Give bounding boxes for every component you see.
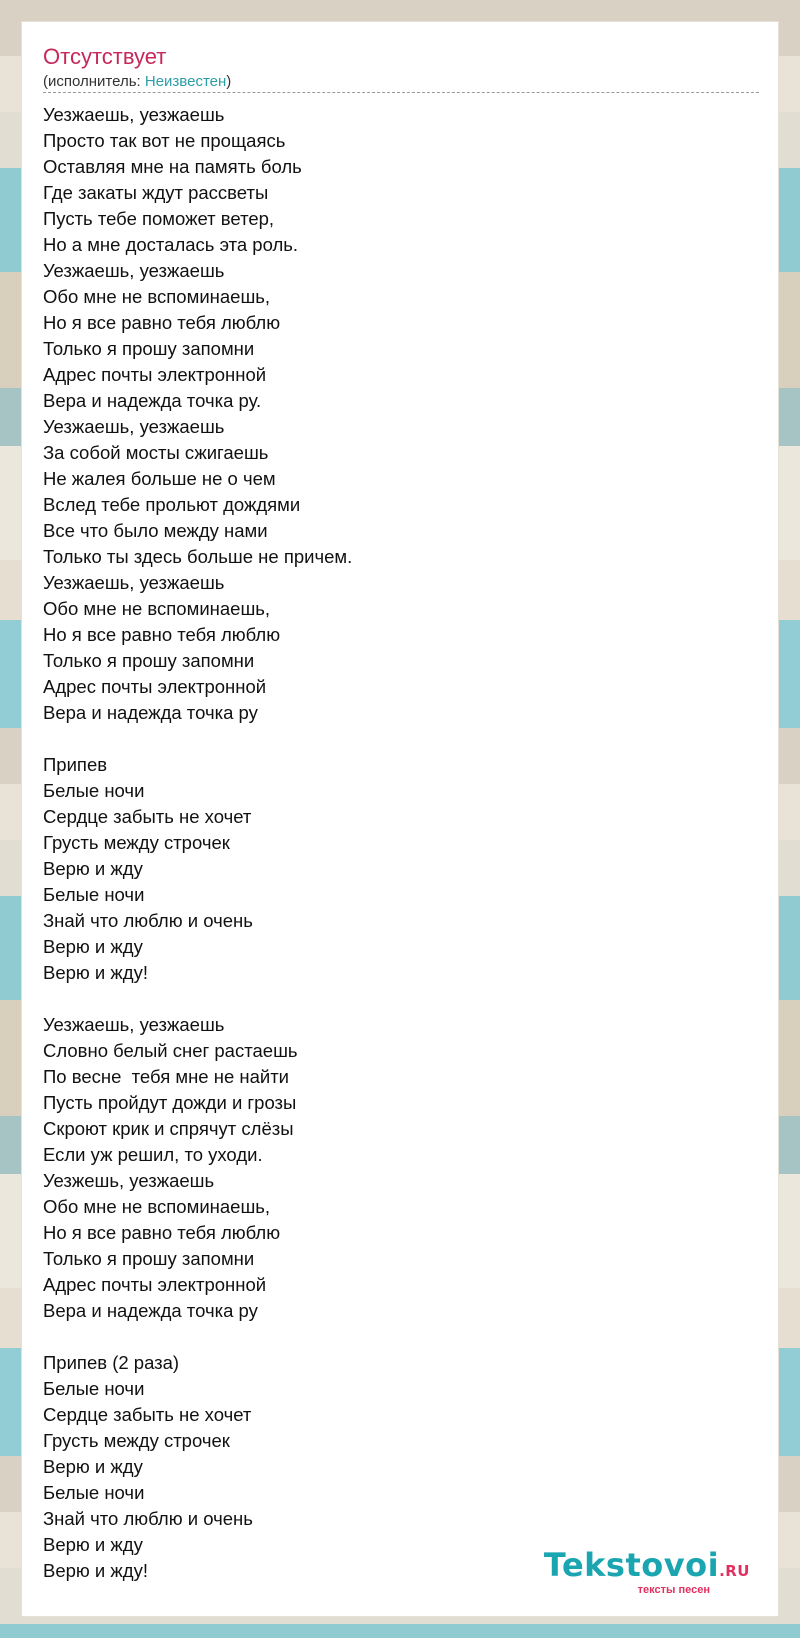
- logo-tagline: тексты песен: [637, 1584, 710, 1596]
- lyric-line: Скроют крик и спрячут слёзы: [43, 1118, 294, 1139]
- lyric-line: Только я прошу запомни: [43, 650, 255, 671]
- lyric-line: Верю и жду!: [43, 1560, 148, 1581]
- lyric-line: Обо мне не вспоминаешь,: [43, 286, 271, 307]
- lyric-line: Верю и жду: [43, 1534, 143, 1555]
- lyric-line: Верю и жду: [43, 936, 143, 957]
- lyric-line: Вера и надежда точка ру: [43, 1300, 258, 1321]
- song-title: Отсутствует: [43, 44, 167, 69]
- lyric-line: Белые ночи: [43, 1378, 145, 1399]
- lyric-line: Вслед тебе прольют дождями: [43, 494, 301, 515]
- artist-suffix: ): [226, 73, 232, 90]
- lyric-line: Но я все равно тебя люблю: [43, 624, 281, 645]
- lyric-line: Адрес почты электронной: [43, 1274, 267, 1295]
- lyric-line: За собой мосты сжигаешь: [43, 442, 269, 463]
- lyric-line: Уезжаешь, уезжаешь: [43, 260, 225, 281]
- lyric-line: Белые ночи: [43, 780, 145, 801]
- lyric-line: Уезжешь, уезжаешь: [43, 1170, 215, 1191]
- lyric-line: Только я прошу запомни: [43, 1248, 255, 1269]
- lyric-line: Уезжаешь, уезжаешь: [43, 572, 225, 593]
- lyric-line: Адрес почты электронной: [43, 364, 267, 385]
- lyric-line: Вера и надежда точка ру: [43, 702, 258, 723]
- lyric-line: Верю и жду: [43, 858, 143, 879]
- lyric-line: Белые ночи: [43, 884, 145, 905]
- lyric-line: Только ты здесь больше не причем.: [43, 546, 353, 567]
- lyrics-text: [43, 102, 759, 1584]
- logo-tld: .RU: [719, 1562, 750, 1580]
- lyric-line: Верю и жду: [43, 1456, 143, 1477]
- lyric-line: Обо мне не вспоминаешь,: [43, 598, 271, 619]
- lyric-line: Сердце забыть не хочет: [43, 1404, 252, 1425]
- lyric-line: Белые ночи: [43, 1482, 145, 1503]
- lyric-line: Просто так вот не прощаясь: [43, 130, 286, 151]
- artist-link[interactable]: Неизвестен: [144, 73, 227, 90]
- lyric-line: Сердце забыть не хочет: [43, 806, 252, 827]
- lyrics-card: [21, 21, 779, 1617]
- lyric-line: Если уж решил, то уходи.: [43, 1144, 263, 1165]
- lyric-line: Но а мне досталась эта роль.: [43, 234, 299, 255]
- lyric-line: Уезжаешь, уезжаешь: [43, 104, 225, 125]
- lyric-line: Вера и надежда точка ру.: [43, 390, 262, 411]
- lyric-line: Знай что люблю и очень: [43, 910, 253, 931]
- lyric-line: Грусть между строчек: [43, 1430, 230, 1451]
- lyric-line: Оставляя мне на память боль: [43, 156, 302, 177]
- lyric-line: Пусть тебе поможет ветер,: [43, 208, 275, 229]
- site-logo[interactable]: [544, 1548, 750, 1596]
- title-divider: [43, 92, 759, 93]
- lyric-line: Не жалея больше не о чем: [43, 468, 276, 489]
- lyric-line: Припев (2 раза): [43, 1352, 180, 1373]
- logo-name: Tekstovoi: [543, 1546, 720, 1584]
- lyric-line: Верю и жду!: [43, 962, 148, 983]
- lyric-line: Обо мне не вспоминаешь,: [43, 1196, 271, 1217]
- lyric-line: Уезжаешь, уезжаешь: [43, 416, 225, 437]
- lyric-line: Все что было между нами: [43, 520, 268, 541]
- lyric-line: По весне тебя мне не найти: [43, 1066, 290, 1087]
- lyric-line: Только я прошу запомни: [43, 338, 255, 359]
- lyric-line: Грусть между строчек: [43, 832, 230, 853]
- lyric-line: Словно белый снег растаешь: [43, 1040, 298, 1061]
- logo-wordmark: [544, 1548, 750, 1588]
- lyric-line: Где закаты ждут рассветы: [43, 182, 269, 203]
- lyric-line: [43, 986, 759, 1012]
- lyric-line: Но я все равно тебя люблю: [43, 312, 281, 333]
- lyric-line: Знай что люблю и очень: [43, 1508, 253, 1529]
- lyric-line: Но я все равно тебя люблю: [43, 1222, 281, 1243]
- lyric-line: [43, 1324, 759, 1350]
- artist-prefix: (исполнитель:: [43, 73, 145, 90]
- artist-line: [43, 73, 231, 91]
- lyric-line: [43, 726, 759, 752]
- lyric-line: Адрес почты электронной: [43, 676, 267, 697]
- lyric-line: Припев: [43, 754, 108, 775]
- lyric-line: Уезжаешь, уезжаешь: [43, 1014, 225, 1035]
- lyric-line: Пусть пройдут дожди и грозы: [43, 1092, 297, 1113]
